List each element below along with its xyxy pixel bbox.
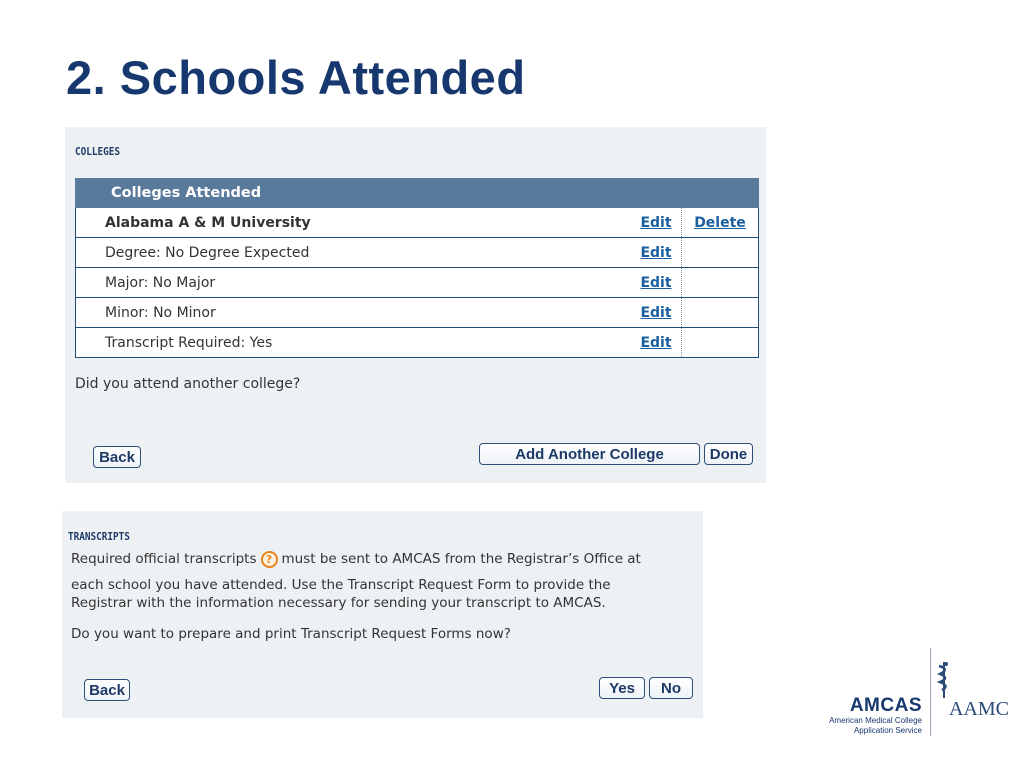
colleges-table-header: Colleges Attended <box>76 179 759 208</box>
edit-minor-link[interactable]: Edit <box>640 304 672 321</box>
another-college-question: Did you attend another college? <box>75 376 301 392</box>
help-icon[interactable]: ? <box>261 551 278 568</box>
aamc-caduceus-icon <box>936 660 958 700</box>
colleges-panel <box>65 127 766 483</box>
transcript-required-label: Transcript Required: Yes <box>76 328 632 358</box>
colleges-table <box>75 178 759 358</box>
table-row <box>76 238 759 268</box>
colleges-back-button[interactable]: Back <box>93 446 141 468</box>
edit-transcript-required-link[interactable]: Edit <box>640 334 672 351</box>
empty-cell <box>682 238 759 268</box>
table-row <box>76 298 759 328</box>
transcripts-line-3: Registrar with the information necessary for sending your transcript to AMCAS. <box>71 595 606 611</box>
aamc-wordmark: AAMC <box>949 698 1010 720</box>
logo-divider <box>930 648 931 736</box>
transcripts-section-title: TRANSCRIPTS <box>68 530 130 543</box>
transcripts-line-2: each school you have attended. Use the Transcript Request Form to provide the <box>71 577 611 593</box>
table-row <box>76 208 759 238</box>
done-button[interactable]: Done <box>704 443 753 465</box>
amcas-subtitle-2: Application Service <box>853 726 922 735</box>
transcripts-line-1-start: Required official transcripts <box>71 551 257 567</box>
minor-label: Minor: No Minor <box>76 298 632 328</box>
transcripts-back-button[interactable]: Back <box>84 679 130 701</box>
empty-cell <box>682 298 759 328</box>
college-name: Alabama A & M University <box>76 208 632 238</box>
yes-button[interactable]: Yes <box>599 677 645 699</box>
print-forms-question: Do you want to prepare and print Transcript Request Forms now? <box>71 626 511 642</box>
empty-cell <box>682 328 759 358</box>
table-row <box>76 328 759 358</box>
major-label: Major: No Major <box>76 268 632 298</box>
edit-degree-link[interactable]: Edit <box>640 244 672 261</box>
transcripts-panel <box>62 511 703 718</box>
degree-label: Degree: No Degree Expected <box>76 238 632 268</box>
slide-title: 2. Schools Attended <box>66 51 526 104</box>
amcas-logo <box>800 696 922 736</box>
edit-major-link[interactable]: Edit <box>640 274 672 291</box>
no-button[interactable]: No <box>649 677 693 699</box>
amcas-wordmark: AMCAS <box>849 695 922 716</box>
colleges-section-title: COLLEGES <box>75 145 121 158</box>
table-row <box>76 268 759 298</box>
transcripts-line-1-end: must be sent to AMCAS from the Registrar’s Office at <box>281 551 641 567</box>
add-another-college-button[interactable]: Add Another College <box>479 443 700 465</box>
edit-college-link[interactable]: Edit <box>640 214 672 231</box>
delete-college-link[interactable]: Delete <box>694 214 746 231</box>
colleges-table-header-row <box>76 179 759 208</box>
amcas-subtitle-1: American Medical College <box>829 716 922 725</box>
transcripts-line-1 <box>71 550 701 568</box>
empty-cell <box>682 268 759 298</box>
